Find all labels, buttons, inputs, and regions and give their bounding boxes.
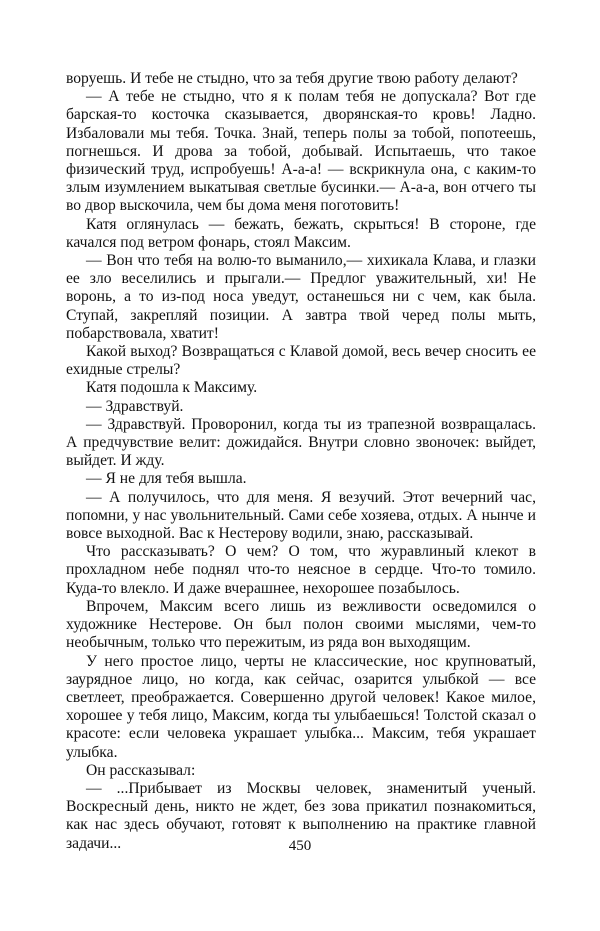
paragraph: Катя оглянулась — бежать, бежать, скрыться! В стороне, где качался под ветром фонарь, стоял Максим. [66,215,536,251]
paragraph: Впрочем, Максим всего лишь из вежливости осведомился о художнике Нестерове. Он был полон своими мыслями, чем-то необычным, только что пережитым, из ряда вон выходящим. [66,597,536,652]
body-text [66,70,536,853]
paragraph-dialogue: — ...Прибывает из Москвы человек, знаменитый ученый. Воскресный день, никто не ждет, без зова прикатил познакомиться, как нас здесь обучают, готовят к выполнению на практике главной задачи... [66,779,536,852]
page-number: 450 [288,838,312,854]
paragraph-dialogue: — Вон что тебя на волю-то выманило,— хихикала Клава, и глазки ее зло веселились и прыгали.— Предлог уважительный, хи! Не воронь, а то из-под носа уведут, останешься ни с чем, как была. Ступай, закрепляй позиции. А завтра твой черед полы мыть, побарствовала, хватит! [66,252,536,342]
paragraph-dialogue: — А получилось, что для меня. Я везучий. Этот вечерний час, попомни, у нас увольнительный. Сами себе хозяева, отдых. А нынче и вовсе выходной. Вас к Нестерову водили, знаю, рассказывай. [66,488,536,543]
paragraph-dialogue-reply: — А тебе не стыдно, что я к полам тебя не допускала? Вот где барская-то косточка сказывается, дворянская-то кровь! Ладно. Избаловали мы тебя. Точка. Знай, теперь полы за тобой, попотеешь, погнешься. И дрова за тобой, добывай. Испытаешь, что такое физический труд, испробуешь! А-а-а! — вскрикнула она, с каким-то злым изумлением выкатывая светлые бусинки.— А-а-а, вон отчего ты во двор выскочила, чем бы дома меня поготовить! [66,88,536,215]
paragraph-continuation: воруешь. И тебе не стыдно, что за тебя другие твою работу делают? [66,70,518,87]
paragraph: Какой выход? Возвращаться с Клавой домой, весь вечер сносить ее ехидные стрелы? [66,343,536,379]
paragraph-dialogue: — Здравствуй. Проворонил, когда ты из трапезной возвращалась. А предчувствие велит: дожидайся. Внутри словно звоночек: выйдет, выйдет. И жду. [66,415,536,470]
paragraph: Что рассказывать? О чем? О том, что журавлиный клекот в прохладном небе поднял что-то неясное в сердце. Что-то томило. Куда-то влекло. И даже вчерашнее, нехорошее позабылось. [66,543,536,597]
paragraph: Он рассказывал: [86,761,196,779]
paragraph-dialogue: — Здравствуй. [86,397,184,415]
paragraph: У него простое лицо, черты не классические, нос крупноватый, заурядное лицо, но когда, как сейчас, озарится улыбкой — все светлеет, преображается. Совершенно другой человек! Какое милое, хорошее у тебя лицо, Максим, когда ты улыбаешься! Толстой сказал о красоте: если человека украшает улыбка... Максим, тебя украшает улыбка. [66,652,536,761]
paragraph-dialogue: — Я не для тебя вышла. [86,470,247,488]
paragraph: Катя подошла к Максиму. [86,379,258,397]
